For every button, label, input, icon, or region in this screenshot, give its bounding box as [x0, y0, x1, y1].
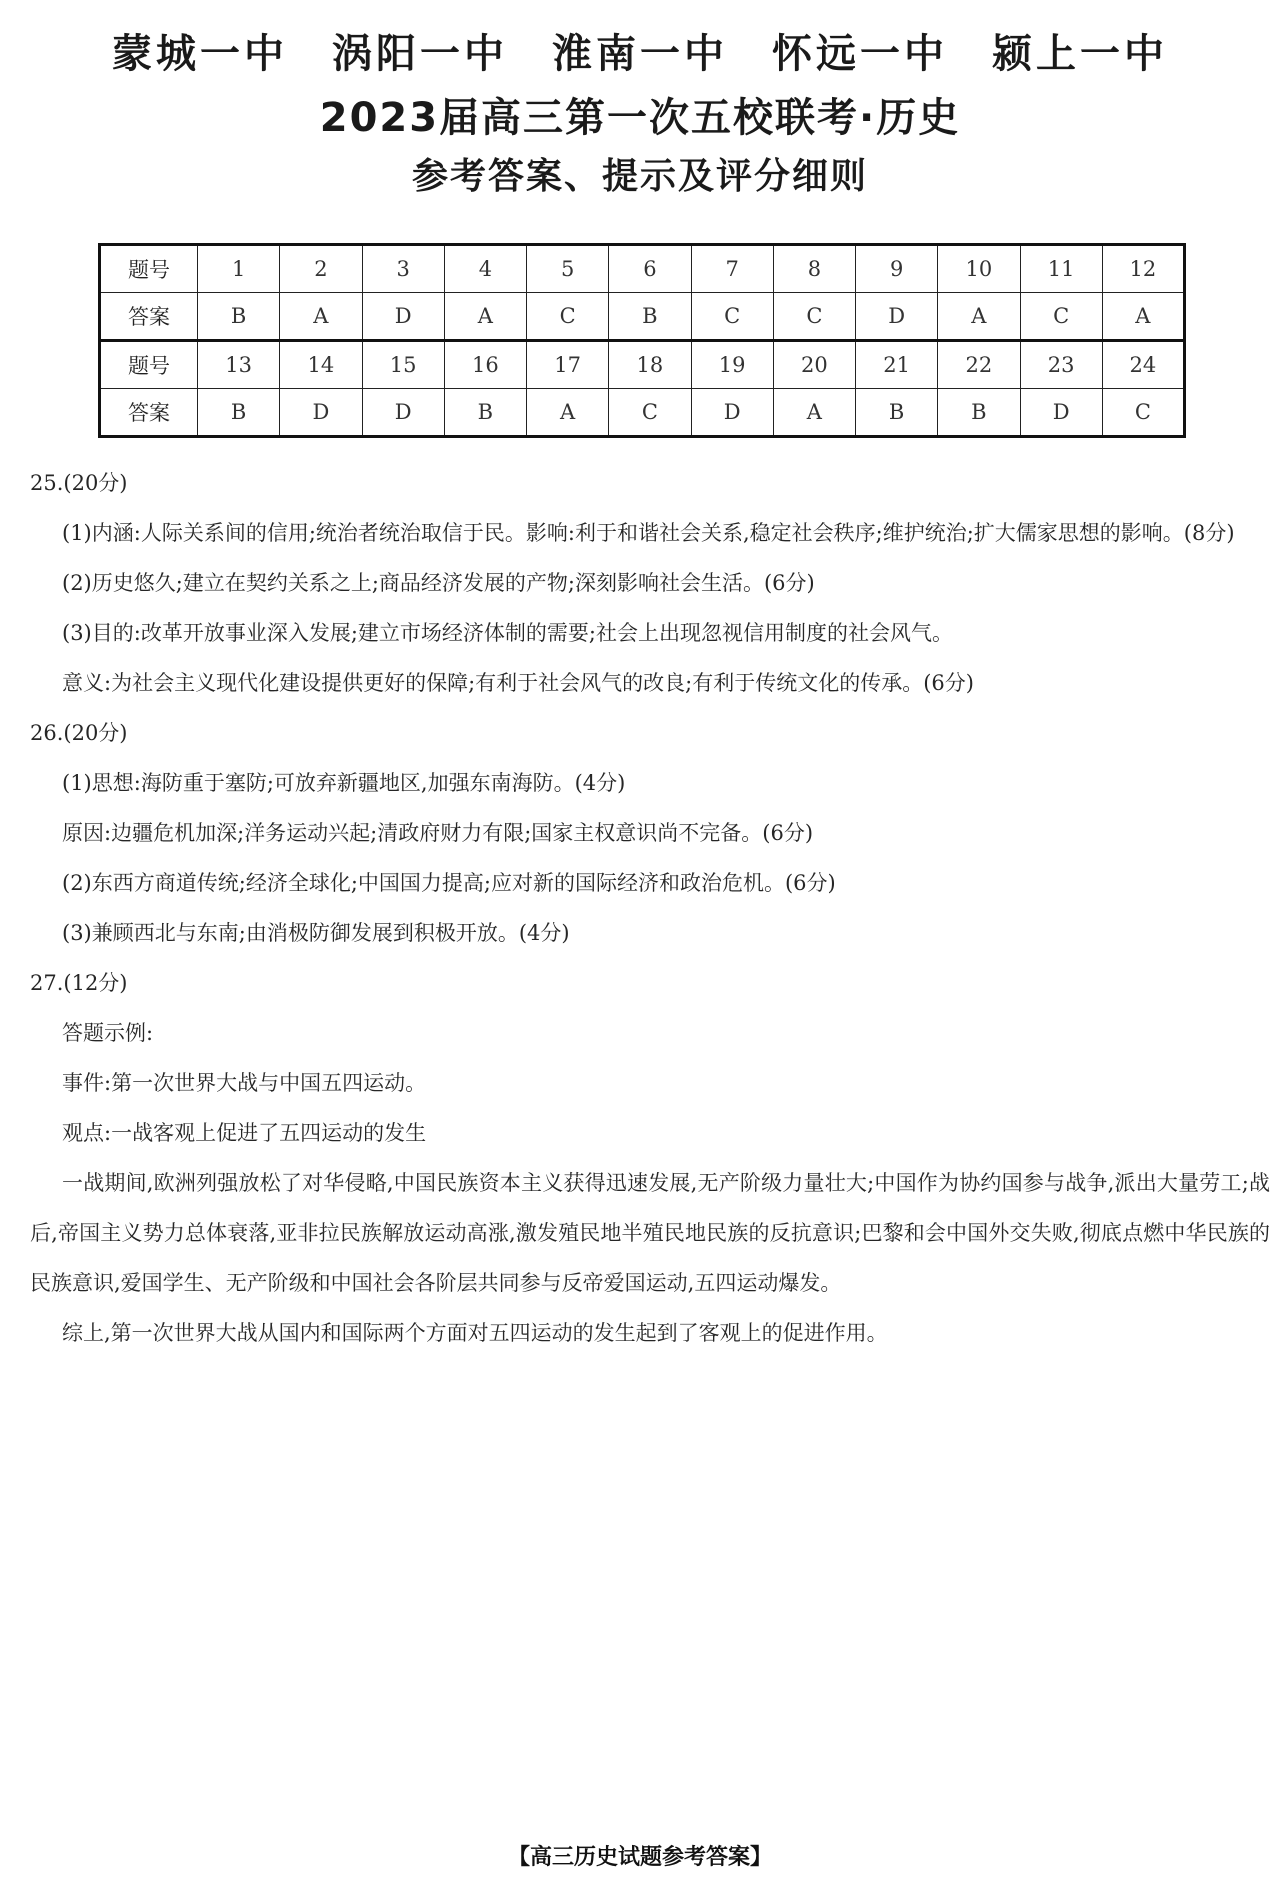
answer-cell: B — [444, 389, 526, 437]
question-number-cell: 23 — [1020, 341, 1102, 389]
answer-table-answer-row-2 — [100, 389, 1185, 437]
question-number-cell: 19 — [691, 341, 773, 389]
question-number-cell: 9 — [856, 245, 938, 293]
question-number-cell: 5 — [527, 245, 609, 293]
answer-cell: A — [527, 389, 609, 437]
q27-conclusion: 综上,第一次世界大战从国内和国际两个方面对五四运动的发生起到了客观上的促进作用。 — [62, 1321, 888, 1345]
question-number-cell: 15 — [362, 341, 444, 389]
question-number-cell: 10 — [938, 245, 1020, 293]
answer-cell: D — [362, 389, 444, 437]
answer-table-number-row-2 — [100, 341, 1185, 389]
question-number-cell: 8 — [773, 245, 855, 293]
question-number-cell: 1 — [198, 245, 280, 293]
question-number-cell: 7 — [691, 245, 773, 293]
q27-argument: 一战期间,欧洲列强放松了对华侵略,中国民族资本主义获得迅速发展,无产阶级力量壮大;中国作为协约国参与战争,派出大量劳工;战后,帝国主义势力总体衰落,亚非拉民族解放运动高涨,激发殖民地半殖民地民族的反抗意识;巴黎和会中国外交失败,彻底点燃中华民族的民族意识,爱国学生、无产阶级和中国社会各阶层共同参与反帝爱国运动,五四运动爆发。 — [30, 1171, 1270, 1295]
page-footer: 【高三历史试题参考答案】 — [507, 1845, 772, 1870]
question-number-cell: 18 — [609, 341, 691, 389]
question-number-cell: 17 — [527, 341, 609, 389]
row-label-answer: 答案 — [100, 293, 198, 341]
q25-heading: 25.(20分) — [30, 471, 128, 495]
question-number-cell: 24 — [1102, 341, 1184, 389]
question-number-cell: 16 — [444, 341, 526, 389]
answer-cell: A — [773, 389, 855, 437]
answer-cell: C — [1102, 389, 1184, 437]
answer-table-number-row-1 — [100, 245, 1185, 293]
answer-cell: C — [527, 293, 609, 341]
q26-heading: 26.(20分) — [30, 721, 128, 745]
question-number-cell: 6 — [609, 245, 691, 293]
question-number-cell: 21 — [856, 341, 938, 389]
answer-cell: C — [1020, 293, 1102, 341]
row-label-answer: 答案 — [100, 389, 198, 437]
answer-cell: C — [773, 293, 855, 341]
question-number-cell: 14 — [280, 341, 362, 389]
question-number-cell: 12 — [1102, 245, 1184, 293]
answer-cell: B — [856, 389, 938, 437]
q26-part2: (2)东西方商道传统;经济全球化;中国国力提高;应对新的国际经济和政治危机。(6分) — [62, 871, 836, 895]
question-number-cell: 20 — [773, 341, 855, 389]
exam-title: 2023届高三第一次五校联考·历史 — [319, 95, 961, 141]
exam-subtitle: 参考答案、提示及评分细则 — [411, 156, 868, 197]
answer-table-answer-row-1 — [100, 293, 1185, 341]
answer-table — [98, 243, 1186, 438]
answer-cell: A — [280, 293, 362, 341]
q26-part1: (1)思想:海防重于塞防;可放弃新疆地区,加强东南海防。(4分) — [62, 771, 626, 795]
answer-content — [30, 458, 1270, 1358]
q25-part1: (1)内涵:人际关系间的信用;统治者统治取信于民。影响:利于和谐社会关系,稳定社会秩序;维护统治;扩大儒家思想的影响。(8分) — [62, 521, 1235, 545]
answer-cell: B — [609, 293, 691, 341]
q27-heading: 27.(12分) — [30, 971, 128, 995]
question-number-cell: 13 — [198, 341, 280, 389]
answer-cell: A — [938, 293, 1020, 341]
row-label-number: 题号 — [100, 341, 198, 389]
row-label-number: 题号 — [100, 245, 198, 293]
answer-cell: A — [444, 293, 526, 341]
answer-cell: B — [198, 389, 280, 437]
question-number-cell: 3 — [362, 245, 444, 293]
q25-part2: (2)历史悠久;建立在契约关系之上;商品经济发展的产物;深刻影响社会生活。(6分) — [62, 571, 815, 595]
question-number-cell: 11 — [1020, 245, 1102, 293]
answer-cell: D — [691, 389, 773, 437]
answer-cell: D — [362, 293, 444, 341]
q27-example-label: 答题示例: — [62, 1021, 154, 1045]
school-names: 蒙城一中 涡阳一中 淮南一中 怀远一中 颍上一中 — [112, 31, 1168, 77]
answer-cell: D — [280, 389, 362, 437]
q27-viewpoint: 观点:一战客观上促进了五四运动的发生 — [62, 1121, 427, 1145]
q26-reason: 原因:边疆危机加深;洋务运动兴起;清政府财力有限;国家主权意识尚不完备。(6分) — [62, 821, 814, 845]
question-number-cell: 22 — [938, 341, 1020, 389]
question-number-cell: 2 — [280, 245, 362, 293]
answer-cell: A — [1102, 293, 1184, 341]
q25-part3: (3)目的:改革开放事业深入发展;建立市场经济体制的需要;社会上出现忽视信用制度的社会风气。 — [62, 621, 953, 645]
answer-cell: C — [609, 389, 691, 437]
answer-cell: B — [198, 293, 280, 341]
answer-cell: D — [1020, 389, 1102, 437]
answer-cell: B — [938, 389, 1020, 437]
answer-cell: C — [691, 293, 773, 341]
answer-cell: D — [856, 293, 938, 341]
q26-part3: (3)兼顾西北与东南;由消极防御发展到积极开放。(4分) — [62, 921, 570, 945]
q25-significance: 意义:为社会主义现代化建设提供更好的保障;有利于社会风气的改良;有利于传统文化的传承。(6分) — [62, 671, 974, 695]
q27-event: 事件:第一次世界大战与中国五四运动。 — [62, 1071, 427, 1095]
question-number-cell: 4 — [444, 245, 526, 293]
